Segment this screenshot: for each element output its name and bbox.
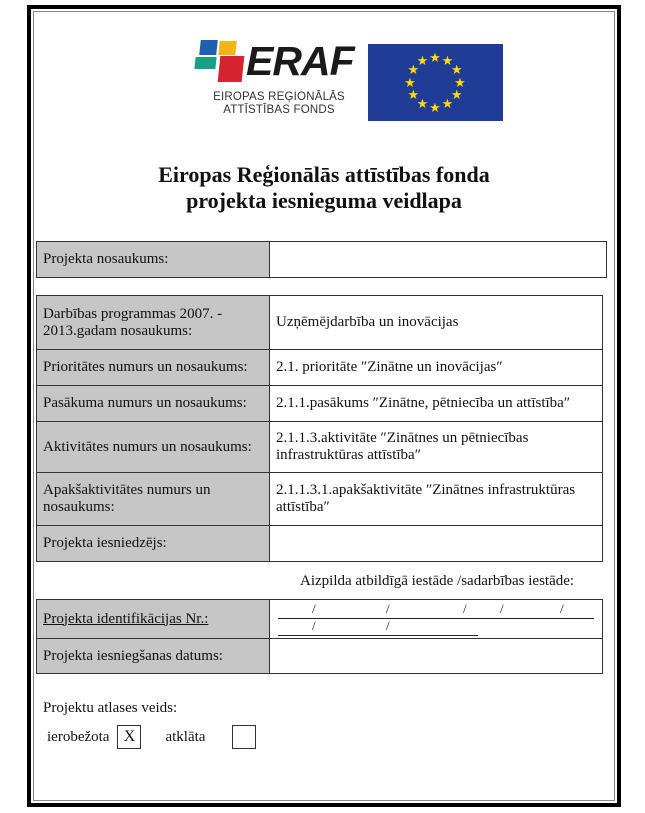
project-name-field[interactable] [270, 242, 607, 278]
eraf-wordmark: ERAF [246, 38, 354, 84]
subactivity-label: Apakšaktivitātes numurs un nosaukums: [37, 473, 270, 526]
eraf-subtitle-line1: EIROPAS REĢIONĀLĀS [213, 91, 345, 103]
eraf-squares-icon [194, 38, 244, 82]
applicant-field[interactable] [270, 526, 603, 562]
priority-value[interactable]: 2.1. prioritāte ″Zinātne un inovācijas″ [270, 350, 603, 386]
authority-note: Aizpilda atbildīgā iestāde /sadarbības iestāde: [300, 573, 575, 589]
table-row [37, 422, 603, 473]
project-name-label: Projekta nosaukums: [37, 242, 270, 278]
option-restricted-checkbox[interactable]: X [117, 725, 141, 749]
table-row [37, 350, 603, 386]
activity-label: Aktivitātes numurs un nosaukums: [37, 422, 270, 473]
star-icon: ★ [450, 87, 463, 102]
star-icon: ★ [416, 96, 429, 112]
red-square [218, 56, 245, 82]
table-row [37, 386, 603, 422]
table-row [37, 473, 603, 526]
submission-date-label: Projekta iesniegšanas datums: [37, 639, 270, 674]
option-restricted-label: ierobežota [47, 728, 110, 745]
authority-table [36, 599, 603, 674]
star-icon: ★ [441, 96, 454, 112]
measure-label: Pasākuma numurs un nosaukums: [37, 386, 270, 422]
option-open-checkbox[interactable] [232, 725, 256, 749]
activity-value[interactable]: 2.1.1.3.aktivitāte ″Zinātnes un pētniecības infrastruktūras attīstība″ [270, 422, 603, 473]
star-icon: ★ [441, 52, 454, 68]
star-icon: ★ [407, 87, 420, 102]
program-value[interactable]: Uzņēmējdarbība un inovācijas [270, 296, 603, 350]
star-icon: ★ [404, 74, 416, 90]
blue-square [199, 40, 218, 55]
star-icon: ★ [429, 49, 441, 65]
green-square [194, 57, 216, 69]
eraf-logo [194, 38, 354, 122]
star-icon: ★ [429, 99, 441, 115]
project-name-table [36, 241, 607, 278]
submission-date-field[interactable] [270, 639, 603, 674]
star-icon: ★ [454, 74, 466, 90]
program-table [36, 295, 603, 562]
project-id-label [37, 600, 270, 639]
eu-flag-icon [368, 44, 503, 121]
program-label: Darbības programmas 2007. - 2013.gadam nosaukums: [37, 296, 270, 350]
table-row [37, 639, 603, 674]
project-id-label-text: Projekta identifikācijas Nr.: [43, 610, 209, 627]
project-id-field[interactable] [270, 600, 603, 639]
selection-type-title: Projektu atlases veids: [43, 700, 178, 716]
yellow-square [218, 41, 236, 55]
option-open-label: atklāta [165, 728, 206, 745]
project-id-line-2: / / [278, 619, 478, 636]
star-icon: ★ [416, 52, 429, 68]
eraf-subtitle-line2: ATTĪSTĪBAS FONDS [223, 104, 335, 116]
eraf-subtitle [204, 91, 354, 117]
star-icon: ★ [407, 62, 420, 77]
table-row [37, 242, 607, 278]
table-row [37, 296, 603, 350]
title-line1: Eiropas Reģionālās attīstības fonda [158, 162, 490, 187]
page-title [60, 162, 588, 214]
subactivity-value[interactable]: 2.1.1.3.1.apakšaktivitāte ″Zinātnes infrastruktūras attīstība″ [270, 473, 603, 526]
title-line2: projekta iesnieguma veidlapa [186, 188, 462, 213]
table-row [37, 600, 603, 639]
priority-label: Prioritātes numurs un nosaukums: [37, 350, 270, 386]
table-row [37, 526, 603, 562]
applicant-label: Projekta iesniedzējs: [37, 526, 270, 562]
selection-type-options [47, 725, 256, 749]
star-icon: ★ [450, 62, 463, 77]
project-id-line-1: / / / / / [278, 602, 594, 619]
measure-value[interactable]: 2.1.1.pasākums ″Zinātne, pētniecība un attīstība″ [270, 386, 603, 422]
